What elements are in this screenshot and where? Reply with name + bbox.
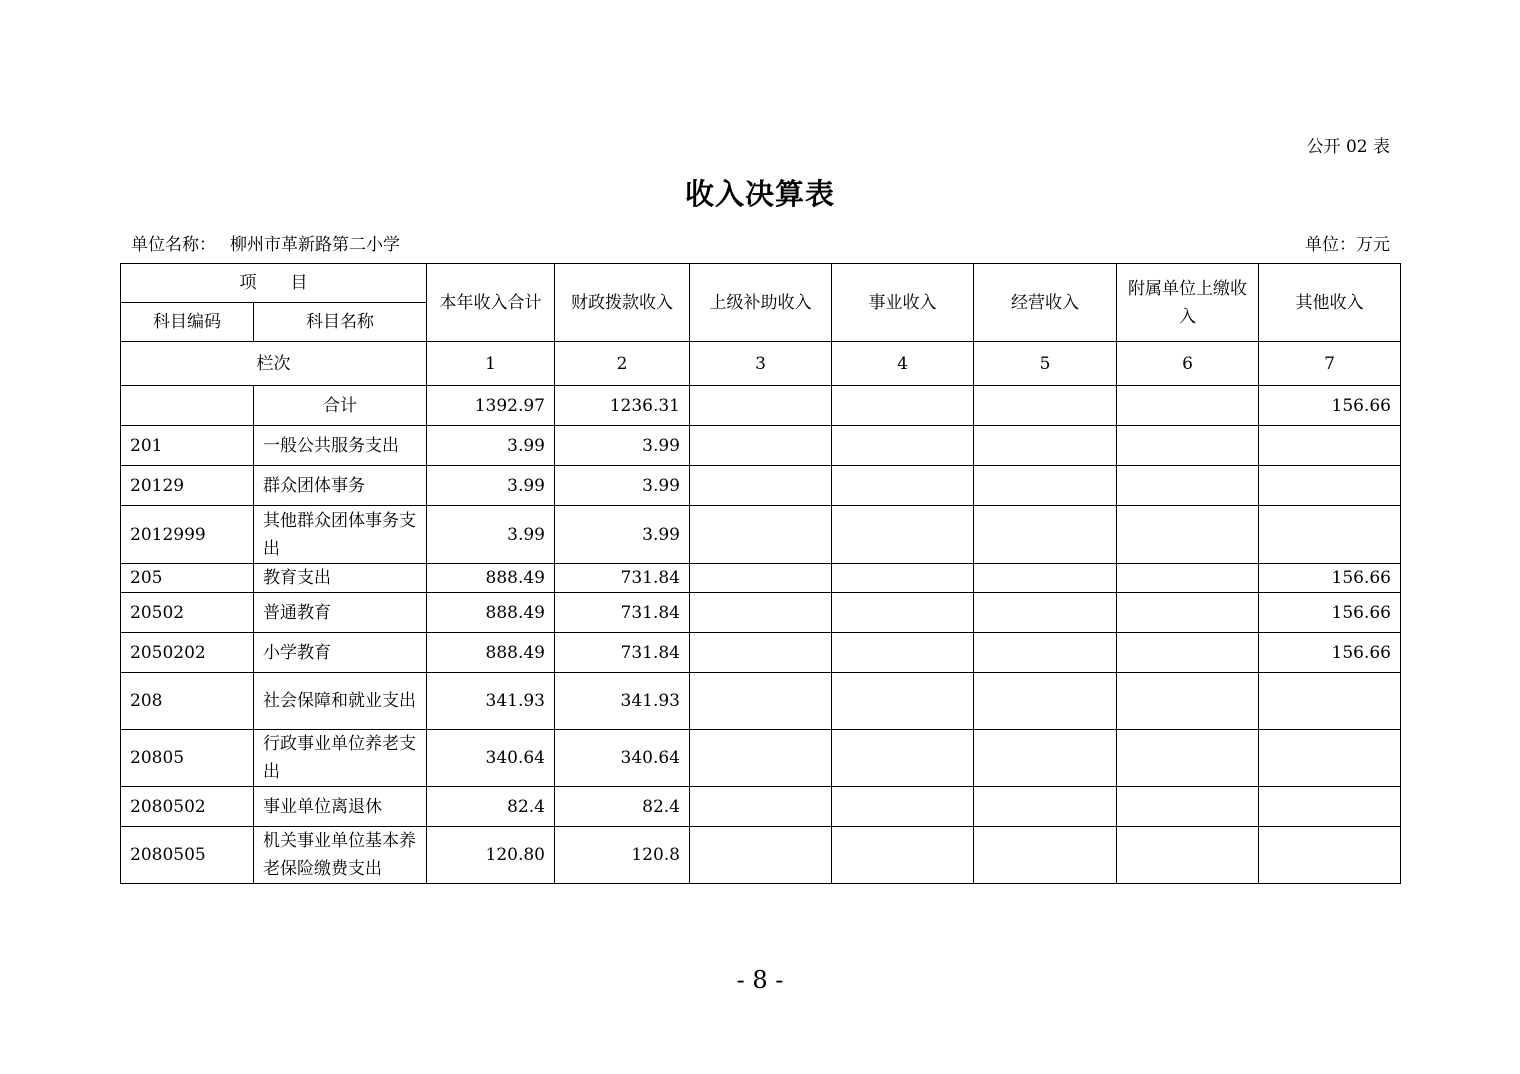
row-value (690, 386, 832, 426)
row-value: 340.64 (427, 730, 555, 787)
row-value: 341.93 (555, 673, 690, 730)
unit-name-block (131, 230, 400, 255)
row-value (1117, 506, 1259, 564)
row-value (1117, 787, 1259, 827)
table-row (121, 593, 1401, 633)
lanci-number: 6 (1117, 342, 1259, 386)
row-value: 82.4 (427, 787, 555, 827)
row-value (1117, 673, 1259, 730)
row-value: 888.49 (427, 564, 555, 593)
row-value (974, 730, 1117, 787)
row-value: 3.99 (555, 426, 690, 466)
row-value (832, 730, 974, 787)
row-value (690, 730, 832, 787)
row-value (1259, 506, 1401, 564)
row-value: 156.66 (1259, 633, 1401, 673)
row-code: 20129 (121, 466, 254, 506)
row-value: 120.8 (555, 827, 690, 884)
header-col-7: 其他收入 (1259, 264, 1401, 342)
row-value: 82.4 (555, 787, 690, 827)
income-final-accounts-table (120, 263, 1401, 884)
table-row (121, 426, 1401, 466)
row-code: 2012999 (121, 506, 254, 564)
row-value (690, 506, 832, 564)
row-value (974, 426, 1117, 466)
row-value (1259, 730, 1401, 787)
row-value (832, 506, 974, 564)
row-value: 731.84 (555, 564, 690, 593)
row-value (1259, 673, 1401, 730)
table-row (121, 506, 1401, 564)
row-value: 1236.31 (555, 386, 690, 426)
row-value: 156.66 (1259, 386, 1401, 426)
row-value: 341.93 (427, 673, 555, 730)
row-value (832, 673, 974, 730)
row-value (974, 466, 1117, 506)
lanci-label: 栏次 (121, 342, 427, 386)
table-row (121, 787, 1401, 827)
lanci-number: 5 (974, 342, 1117, 386)
unit-name: 柳州市革新路第二小学 (230, 235, 400, 255)
currency-unit: 单位：万元 (1305, 235, 1390, 255)
row-value (974, 633, 1117, 673)
row-name: 合计 (254, 386, 427, 426)
row-value: 731.84 (555, 593, 690, 633)
header-col-2: 财政拨款收入 (555, 264, 690, 342)
row-value (832, 564, 974, 593)
row-name: 小学教育 (254, 633, 427, 673)
form-code: 公开 02 表 (1306, 137, 1390, 157)
row-name: 教育支出 (254, 564, 427, 593)
row-value (974, 506, 1117, 564)
row-code: 205 (121, 564, 254, 593)
row-value (1259, 827, 1401, 884)
row-value: 888.49 (427, 593, 555, 633)
row-value: 731.84 (555, 633, 690, 673)
row-value (1259, 426, 1401, 466)
header-row-1 (121, 264, 1401, 303)
header-col-5: 经营收入 (974, 264, 1117, 342)
lanci-row (121, 342, 1401, 386)
row-name: 群众团体事务 (254, 466, 427, 506)
row-value (832, 386, 974, 426)
row-code: 2050202 (121, 633, 254, 673)
row-value (690, 564, 832, 593)
row-value (832, 633, 974, 673)
row-name: 事业单位离退休 (254, 787, 427, 827)
row-value: 156.66 (1259, 564, 1401, 593)
row-value (974, 593, 1117, 633)
header-code: 科目编码 (121, 303, 254, 342)
lanci-number: 2 (555, 342, 690, 386)
row-value (974, 787, 1117, 827)
row-value (832, 787, 974, 827)
row-value (690, 466, 832, 506)
row-value (1117, 827, 1259, 884)
row-value (974, 827, 1117, 884)
header-name: 科目名称 (254, 303, 427, 342)
row-value: 3.99 (555, 506, 690, 564)
unit-name-label: 单位名称： (131, 235, 216, 255)
table-row (121, 466, 1401, 506)
table-row (121, 673, 1401, 730)
row-value: 3.99 (427, 506, 555, 564)
row-code: 20805 (121, 730, 254, 787)
table-row (121, 564, 1401, 593)
row-value (1117, 593, 1259, 633)
row-value (690, 633, 832, 673)
lanci-number: 3 (690, 342, 832, 386)
table-row (121, 386, 1401, 426)
row-name: 社会保障和就业支出 (254, 673, 427, 730)
row-name: 其他群众团体事务支出 (254, 506, 427, 564)
row-value (1117, 730, 1259, 787)
row-value (974, 564, 1117, 593)
row-value (832, 426, 974, 466)
row-value (832, 827, 974, 884)
header-col-1: 本年收入合计 (427, 264, 555, 342)
header-col-6: 附属单位上缴收入 (1117, 264, 1259, 342)
row-name: 机关事业单位基本养老保险缴费支出 (254, 827, 427, 884)
row-value (690, 426, 832, 466)
row-value (1117, 386, 1259, 426)
page-title: 收入决算表 (684, 177, 835, 211)
header-col-4: 事业收入 (832, 264, 974, 342)
row-code (121, 386, 254, 426)
header-col-3: 上级补助收入 (690, 264, 832, 342)
row-value (690, 827, 832, 884)
row-value (1117, 633, 1259, 673)
header-xiangmu: 项 目 (121, 264, 427, 303)
table-row (121, 827, 1401, 884)
row-value: 120.80 (427, 827, 555, 884)
table-row (121, 730, 1401, 787)
lanci-number: 1 (427, 342, 555, 386)
row-value (832, 466, 974, 506)
row-code: 208 (121, 673, 254, 730)
row-value (974, 673, 1117, 730)
row-name: 一般公共服务支出 (254, 426, 427, 466)
lanci-number: 4 (832, 342, 974, 386)
row-value (1117, 426, 1259, 466)
row-value (690, 673, 832, 730)
row-value: 3.99 (555, 466, 690, 506)
lanci-number: 7 (1259, 342, 1401, 386)
row-value (832, 593, 974, 633)
row-name: 行政事业单位养老支出 (254, 730, 427, 787)
row-code: 20502 (121, 593, 254, 633)
page-number: - 8 - (736, 966, 784, 994)
row-code: 2080505 (121, 827, 254, 884)
row-value: 3.99 (427, 466, 555, 506)
row-value: 888.49 (427, 633, 555, 673)
row-name: 普通教育 (254, 593, 427, 633)
row-value (690, 593, 832, 633)
row-value (1117, 466, 1259, 506)
row-value: 3.99 (427, 426, 555, 466)
row-value (1117, 564, 1259, 593)
row-code: 201 (121, 426, 254, 466)
table-row (121, 633, 1401, 673)
row-value (1259, 466, 1401, 506)
row-value: 156.66 (1259, 593, 1401, 633)
row-value (1259, 787, 1401, 827)
row-value: 340.64 (555, 730, 690, 787)
row-code: 2080502 (121, 787, 254, 827)
row-value: 1392.97 (427, 386, 555, 426)
row-value (690, 787, 832, 827)
row-value (974, 386, 1117, 426)
